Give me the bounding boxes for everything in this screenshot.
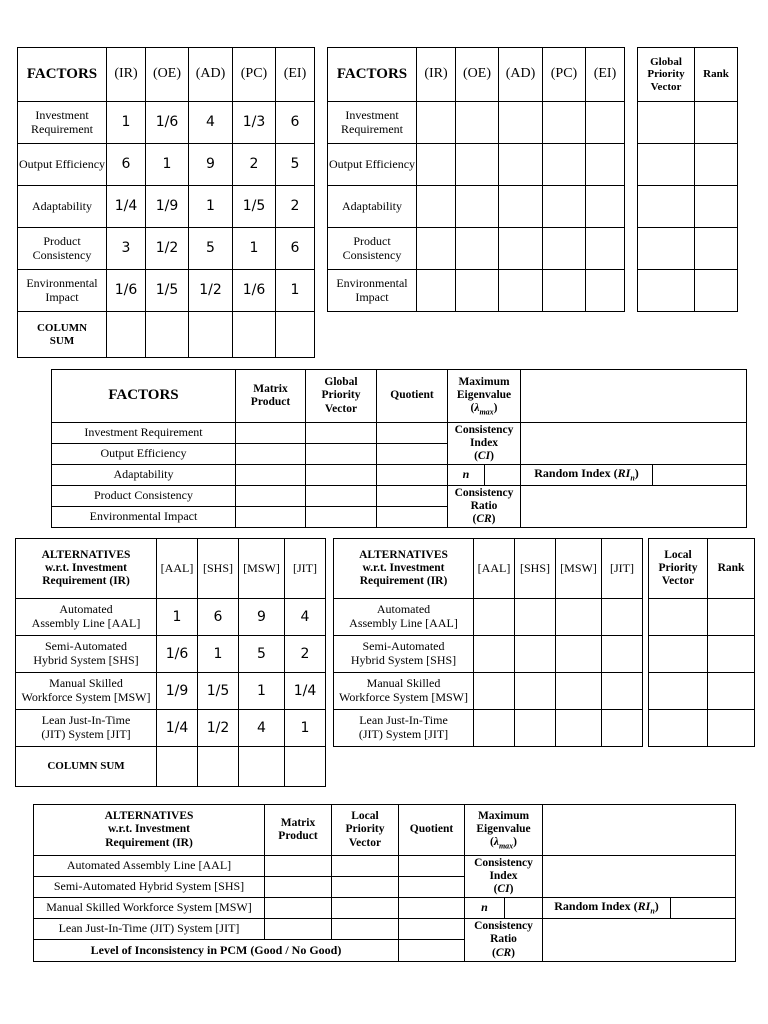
random-index-value [653,465,747,486]
row-label-product-consistency: Product Consistency [328,228,417,270]
row-label-product-consistency: Product Consistency [18,228,107,270]
label-line: Workforce System [MSW] [21,690,151,704]
label-line: Assembly Line [AAL] [31,616,141,630]
cell-value: 1 [189,186,233,228]
label-line: Manual Skilled [49,676,123,691]
empty-cell [265,856,332,877]
empty-cell [543,228,586,270]
empty-cell [695,186,738,228]
empty-cell [556,599,602,636]
title-line: Requirement (IR) [42,575,130,588]
empty-cell [332,898,399,919]
header-ad: (AD) [189,48,233,102]
empty-cell [708,710,755,747]
empty-cell [456,144,499,186]
cr-text: Consistency Ratio [474,920,533,946]
empty-cell [377,444,448,465]
max-eigenvalue-text: Maximum Eigenvalue [456,375,512,401]
label-line: Automated [376,602,431,617]
cell-value: 1 [157,599,198,636]
empty-cell [515,710,556,747]
empty-cell [638,186,695,228]
empty-cell [695,102,738,144]
consistency-index-label: Consistency Index (CI) [448,423,521,465]
empty-cell [189,312,233,358]
row-label-output-efficiency: Output Efficiency [52,444,236,465]
empty-cell [236,444,306,465]
empty-cell [332,856,399,877]
max-eigenvalue-label: Maximum Eigenvalue $(\lambda_{max})$ [448,370,521,423]
row-label-msw: Manual Skilled Workforce System [MSW] [34,898,265,919]
empty-cell [332,919,399,940]
empty-cell [417,102,456,144]
row-label-aal [334,599,474,636]
empty-cell [236,486,306,507]
row-label-adaptability: Adaptability [328,186,417,228]
alternatives-consistency-table [33,804,736,962]
cell-value: 1/5 [233,186,276,228]
empty-cell [399,898,465,919]
header-local-priority-vector: Local Priority Vector [332,805,399,856]
row-label-shs: Semi-Automated Hybrid System [SHS] [34,877,265,898]
row-label-jit [16,710,157,747]
alternatives-title [16,539,157,599]
empty-cell [708,673,755,710]
empty-cell [285,747,326,787]
label-line: Assembly Line [AAL] [349,616,458,630]
empty-cell [377,465,448,486]
label-line: Workforce System [MSW] [338,690,468,704]
cell-value: 1 [198,636,239,673]
empty-cell [474,673,515,710]
consistency-index-value [521,423,747,465]
n-symbol: n [481,900,488,915]
header-ei: (EI) [586,48,625,102]
header-ei: (EI) [276,48,315,102]
lambda-subscript: max [479,407,494,417]
consistency-index-value [543,856,736,898]
empty-cell [474,710,515,747]
inconsistency-level-label: Level of Inconsistency in PCM (Good / No Good) [34,940,399,962]
row-label-environmental-impact: Environmental Impact [328,270,417,312]
ci-symbol: CI [497,883,510,896]
empty-cell [586,228,625,270]
empty-cell [499,186,543,228]
row-label-investment-requirement: Investment Requirement [18,102,107,144]
empty-cell [239,747,285,787]
cell-value: 6 [198,599,239,636]
header-local-priority-vector: Local Priority Vector [649,539,708,599]
cell-value: 2 [276,186,315,228]
ri-text: Random Index [534,466,611,481]
n-symbol: n [462,467,470,482]
header-aal: [AAL] [157,539,198,599]
empty-cell [602,710,643,747]
n-value [485,465,521,486]
cell-value: 1/4 [157,710,198,747]
lambda-subscript: max [498,841,514,851]
label-line: (JIT) System [JIT] [41,727,131,741]
empty-cell [602,673,643,710]
cell-value: 1/4 [107,186,146,228]
header-msw: [MSW] [239,539,285,599]
row-label-jit [334,710,474,747]
header-rank: Rank [708,539,755,599]
empty-cell [233,312,276,358]
row-label-msw [16,673,157,710]
empty-cell [649,710,708,747]
cell-value: 1 [107,102,146,144]
row-label-aal [16,599,157,636]
random-index-value [671,898,736,919]
cell-value: 4 [285,599,326,636]
cell-value: 1 [285,710,326,747]
empty-cell [638,144,695,186]
empty-cell [499,144,543,186]
cell-value: 1/6 [233,270,276,312]
cell-value: 1/5 [146,270,189,312]
empty-cell [265,898,332,919]
header-oe: (OE) [146,48,189,102]
empty-cell [417,186,456,228]
label-line: Hybrid System [SHS] [350,653,457,667]
title-line: Requirement (IR) [105,836,193,849]
alternatives-title [34,805,265,856]
label-line: Manual Skilled [366,676,441,691]
empty-cell [649,673,708,710]
empty-cell [377,423,448,444]
cell-value: 1/2 [198,710,239,747]
cell-value: 1 [276,270,315,312]
header-pc: (PC) [233,48,276,102]
empty-cell [474,599,515,636]
cell-value: 3 [107,228,146,270]
row-label-jit: Lean Just-In-Time (JIT) System [JIT] [34,919,265,940]
label-line: Semi-Automated [362,639,445,654]
cell-value: 1/2 [189,270,233,312]
header-global-priority-vector: Global Priority Vector [638,48,695,102]
empty-cell [456,228,499,270]
consistency-ratio-value [521,486,747,528]
header-ir: (IR) [417,48,456,102]
empty-cell [602,636,643,673]
header-pc: (PC) [543,48,586,102]
empty-cell [556,710,602,747]
cell-value: 5 [189,228,233,270]
empty-cell [695,144,738,186]
column-sum-label: COLUMN SUM [16,747,157,787]
empty-cell [649,636,708,673]
label-line: Lean Just-In-Time [41,713,131,728]
empty-cell [586,102,625,144]
alternatives-normalized-table [333,538,643,747]
empty-cell [265,877,332,898]
empty-cell [236,507,306,528]
empty-cell [543,186,586,228]
ri-subscript: n [650,906,655,916]
factors-normalized-table [327,47,625,312]
row-label-msw [334,673,474,710]
empty-cell [276,312,315,358]
empty-cell [417,144,456,186]
row-label-environmental-impact: Environmental Impact [52,507,236,528]
row-label-investment-requirement: Investment Requirement [328,102,417,144]
n-value [505,898,543,919]
empty-cell [236,423,306,444]
row-label-adaptability: Adaptability [18,186,107,228]
factors-consistency-table [51,369,747,528]
cell-value: 1/3 [233,102,276,144]
header-jit: [JIT] [602,539,643,599]
header-factors: FACTORS [52,370,236,423]
empty-cell [417,270,456,312]
cell-value: 1/6 [146,102,189,144]
max-eigenvalue-text: Maximum Eigenvalue [476,809,531,835]
title-line: w.r.t. Investment [45,561,127,574]
ci-text: Consistency Index [474,856,533,882]
consistency-ratio-label: Consistency Ratio (CR) [465,919,543,962]
header-oe: (OE) [456,48,499,102]
local-priority-table [648,538,755,747]
title-line: w.r.t. Investment [362,561,445,574]
empty-cell [586,186,625,228]
label-line: (JIT) System [JIT] [358,727,449,741]
empty-cell [456,270,499,312]
header-msw: [MSW] [556,539,602,599]
cell-value: 6 [276,228,315,270]
empty-cell [332,877,399,898]
row-label-adaptability: Adaptability [52,465,236,486]
cell-value: 4 [189,102,233,144]
empty-cell [556,636,602,673]
empty-cell [236,465,306,486]
cell-value: 1/6 [157,636,198,673]
empty-cell [499,228,543,270]
cell-value: 5 [239,636,285,673]
title-line: w.r.t. Investment [108,823,190,836]
header-factors: FACTORS [328,48,417,102]
empty-cell [638,270,695,312]
empty-cell [586,144,625,186]
label-line: Semi-Automated [45,639,127,654]
empty-cell [515,673,556,710]
empty-cell [543,144,586,186]
cr-symbol: CR [495,946,512,959]
row-label-investment-requirement: Investment Requirement [52,423,236,444]
header-quotient: Quotient [377,370,448,423]
header-rank: Rank [695,48,738,102]
random-index-label: Random Index $(RI_n)$ [521,465,653,486]
empty-cell [543,102,586,144]
empty-cell [695,270,738,312]
empty-cell [377,507,448,528]
empty-cell [157,747,198,787]
empty-cell [456,186,499,228]
cell-value: 1/2 [146,228,189,270]
empty-cell [306,444,377,465]
empty-cell [265,919,332,940]
header-factors: FACTORS [18,48,107,102]
empty-cell [499,270,543,312]
cell-value: 1/4 [285,673,326,710]
label-line: Lean Just-In-Time [359,713,448,728]
row-label-product-consistency: Product Consistency [52,486,236,507]
row-label-shs [334,636,474,673]
empty-cell [499,102,543,144]
header-aal: [AAL] [474,539,515,599]
header-matrix-product: Matrix Product [236,370,306,423]
ri-symbol: RI [617,466,631,481]
empty-cell [515,636,556,673]
cell-value: 9 [189,144,233,186]
random-index-label: Random Index $(RI_n)$ [543,898,671,919]
cell-value: 6 [276,102,315,144]
consistency-ratio-value [543,919,736,962]
consistency-index-label: Consistency Index (CI) [465,856,543,898]
empty-cell [306,465,377,486]
empty-cell [399,856,465,877]
n-label [465,898,505,919]
row-label-output-efficiency: Output Efficiency [328,144,417,186]
label-line: Automated [59,602,113,617]
ri-subscript: n [630,473,635,483]
empty-cell [399,877,465,898]
max-eigenvalue-value [521,370,747,423]
empty-cell [474,636,515,673]
cell-value: 1/6 [107,270,146,312]
empty-cell [708,636,755,673]
header-shs: [SHS] [515,539,556,599]
empty-cell [638,102,695,144]
global-priority-table [637,47,738,312]
empty-cell [543,270,586,312]
cr-symbol: CR [476,513,492,526]
cell-value: 2 [285,636,326,673]
lambda-symbol: λ [493,835,499,848]
header-shs: [SHS] [198,539,239,599]
cell-value: 6 [107,144,146,186]
row-label-aal: Automated Assembly Line [AAL] [34,856,265,877]
empty-cell [107,312,146,358]
consistency-ratio-label: Consistency Ratio (CR) [448,486,521,528]
empty-cell [198,747,239,787]
row-label-shs [16,636,157,673]
empty-cell [456,102,499,144]
header-ad: (AD) [499,48,543,102]
cell-value: 1/5 [198,673,239,710]
empty-cell [306,486,377,507]
header-jit: [JIT] [285,539,326,599]
header-quotient: Quotient [399,805,465,856]
header-ir: (IR) [107,48,146,102]
factors-pairwise-table [17,47,315,358]
inconsistency-level-value [399,940,465,962]
cell-value: 4 [239,710,285,747]
cell-value: 1/9 [157,673,198,710]
header-global-priority-vector: Global Priority Vector [306,370,377,423]
n-label [448,465,485,486]
row-label-environmental-impact: Environmental Impact [18,270,107,312]
empty-cell [708,599,755,636]
empty-cell [417,228,456,270]
alternatives-title [334,539,474,599]
empty-cell [649,599,708,636]
ri-text: Random Index [554,899,631,914]
column-sum-label: COLUMN SUM [18,312,107,358]
cell-value: 1/9 [146,186,189,228]
title-line: ALTERNATIVES [41,548,131,561]
cell-value: 1 [233,228,276,270]
empty-cell [586,270,625,312]
empty-cell [515,599,556,636]
empty-cell [399,919,465,940]
header-matrix-product: Matrix Product [265,805,332,856]
empty-cell [377,486,448,507]
max-eigenvalue-label: Maximum Eigenvalue $(\lambda_{max})$ [465,805,543,856]
title-line: Requirement (IR) [359,575,448,588]
empty-cell [306,507,377,528]
ci-text: Consistency Index [454,423,514,449]
cell-value: 2 [233,144,276,186]
ci-symbol: CI [477,450,491,463]
title-line: ALTERNATIVES [104,810,194,823]
max-eigenvalue-value [543,805,736,856]
empty-cell [146,312,189,358]
cell-value: 1 [239,673,285,710]
empty-cell [306,423,377,444]
cell-value: 1 [146,144,189,186]
empty-cell [695,228,738,270]
ri-symbol: RI [637,899,651,914]
label-line: Hybrid System [SHS] [33,653,139,667]
cell-value: 5 [276,144,315,186]
empty-cell [602,599,643,636]
lambda-symbol: λ [474,401,480,414]
cr-text: Consistency Ratio [454,486,514,512]
empty-cell [556,673,602,710]
row-label-output-efficiency: Output Efficiency [18,144,107,186]
empty-cell [638,228,695,270]
title-line: ALTERNATIVES [359,548,448,561]
alternatives-pairwise-table [15,538,326,787]
cell-value: 9 [239,599,285,636]
